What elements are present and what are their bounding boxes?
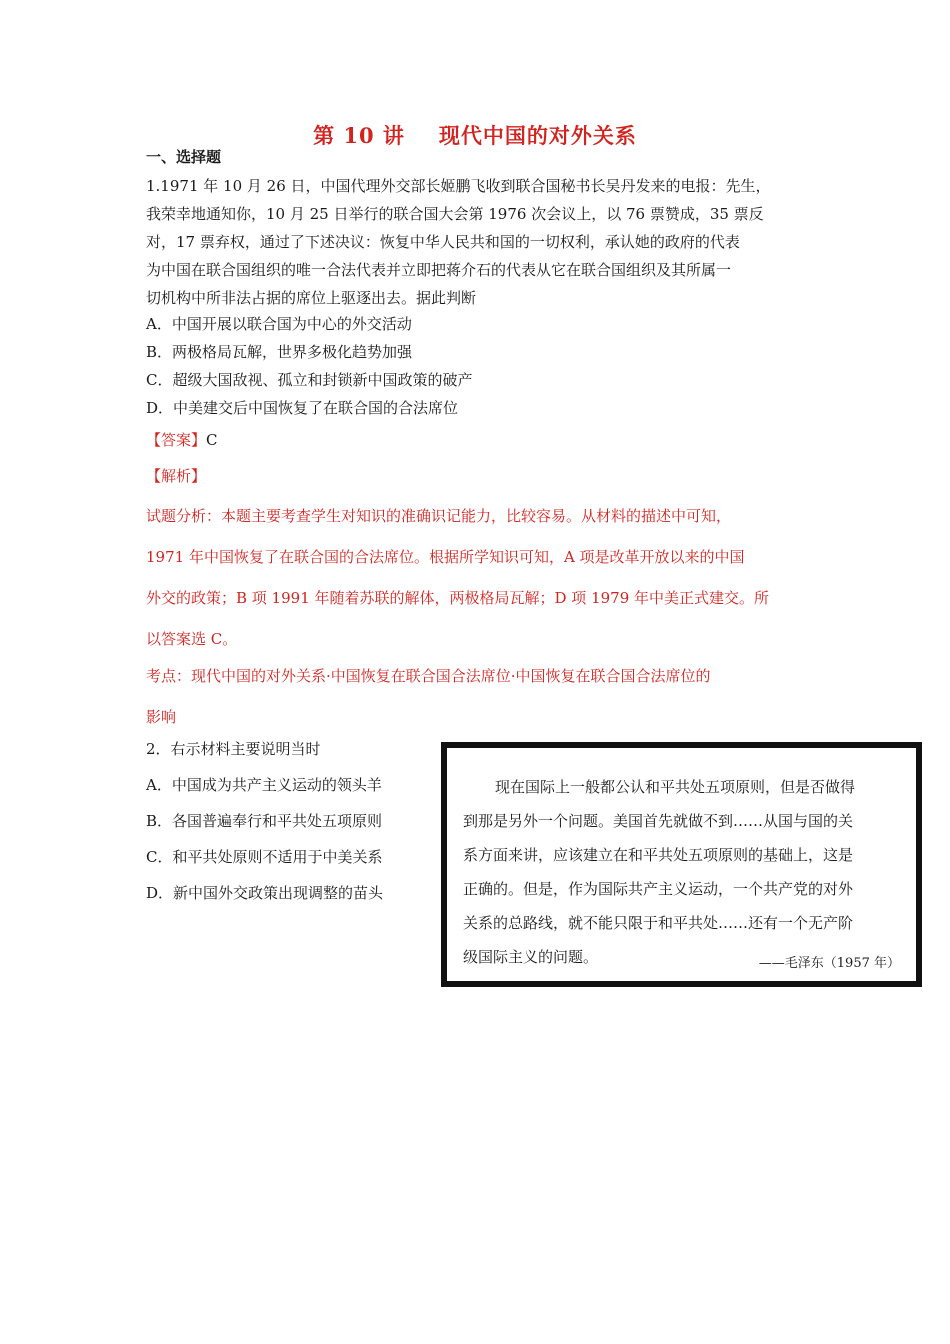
material-line: 系方面来讲，应该建立在和平共处五项原则的基础上，这是 — [463, 846, 854, 864]
answer-line — [146, 429, 218, 450]
stem-line: 1.1971 年 10 月 26 日，中国代理外交部长姬鹏飞收到联合国秘书长吴丹发来的电报：先生， — [146, 177, 771, 195]
material-line: 关系的总路线，就不能只限于和平共处……还有一个无产阶 — [463, 914, 854, 932]
kaodian-text — [146, 656, 826, 738]
answer-value: C — [206, 431, 218, 449]
q2-option-b: B．各国普遍奉行和平共处五项原则 — [146, 812, 383, 830]
lecture-number: 第 10 讲 — [313, 123, 405, 148]
material-text — [463, 770, 903, 974]
material-source: ——毛泽东（1957 年） — [758, 956, 900, 971]
analysis-line: 试题分析：本题主要考查学生对知识的准确识记能力，比较容易。从材料的描述中可知， — [146, 507, 732, 525]
stem-line: 为中国在联合国组织的唯一合法代表并立即把蒋介石的代表从它在联合国组织及其所属一 — [146, 261, 732, 279]
q2-option-a: A．中国成为共产主义运动的领头羊 — [146, 776, 382, 794]
question-2-stem: 2．右示材料主要说明当时 — [146, 740, 321, 758]
material-line: 到那是另外一个问题。美国首先就做不到……从国与国的关 — [463, 812, 854, 830]
q2-option-c: C．和平共处原则不适用于中美关系 — [146, 848, 383, 866]
analysis-line: 1971 年中国恢复了在联合国的合法席位。根据所学知识可知，A 项是改革开放以来的中国 — [146, 548, 745, 566]
q1-option-d: D．中美建交后中国恢复了在联合国的合法席位 — [146, 399, 459, 417]
kaodian-line: 考点：现代中国的对外关系·中国恢复在联合国合法席位·中国恢复在联合国合法席位的 — [146, 667, 711, 685]
analysis-tag: 【解析】 — [146, 467, 207, 485]
material-line: 现在国际上一般都公认和平共处五项原则，但是否做得 — [495, 778, 856, 796]
material-line: 正确的。但是，作为国际共产主义运动，一个共产党的对外 — [463, 880, 854, 898]
q1-option-a: A．中国开展以联合国为中心的外交活动 — [146, 315, 412, 333]
kaodian-line: 影响 — [146, 708, 177, 726]
material-line: 级国际主义的问题。 — [463, 948, 599, 966]
stem-line: 我荣幸地通知你，10 月 25 日举行的联合国大会第 1976 次会议上，以 76 票赞成，35 票反 — [146, 205, 764, 223]
q1-option-b: B．两极格局瓦解，世界多极化趋势加强 — [146, 343, 413, 361]
analysis-line: 外交的政策；B 项 1991 年随着苏联的解体，两极格局瓦解；D 项 1979 年中美正式建交。所 — [146, 589, 770, 607]
material-box — [441, 742, 922, 987]
stem-line: 切机构中所非法占据的席位上驱逐出去。据此判断 — [146, 289, 477, 307]
q2-option-d: D．新中国外交政策出现调整的苗头 — [146, 884, 384, 902]
question-1-stem — [146, 172, 826, 312]
page-title — [0, 120, 950, 150]
section-heading: 一、选择题 — [146, 148, 222, 166]
q1-option-c: C．超级大国敌视、孤立和封锁新中国政策的破产 — [146, 371, 473, 389]
lecture-topic: 现代中国的对外关系 — [438, 123, 637, 148]
analysis-line: 以答案选 C。 — [146, 630, 238, 648]
analysis-text — [146, 496, 826, 660]
answer-tag: 【答案】 — [146, 431, 207, 449]
stem-line: 对，17 票弃权，通过了下述决议：恢复中华人民共和国的一切权利，承认她的政府的代表 — [146, 233, 740, 251]
